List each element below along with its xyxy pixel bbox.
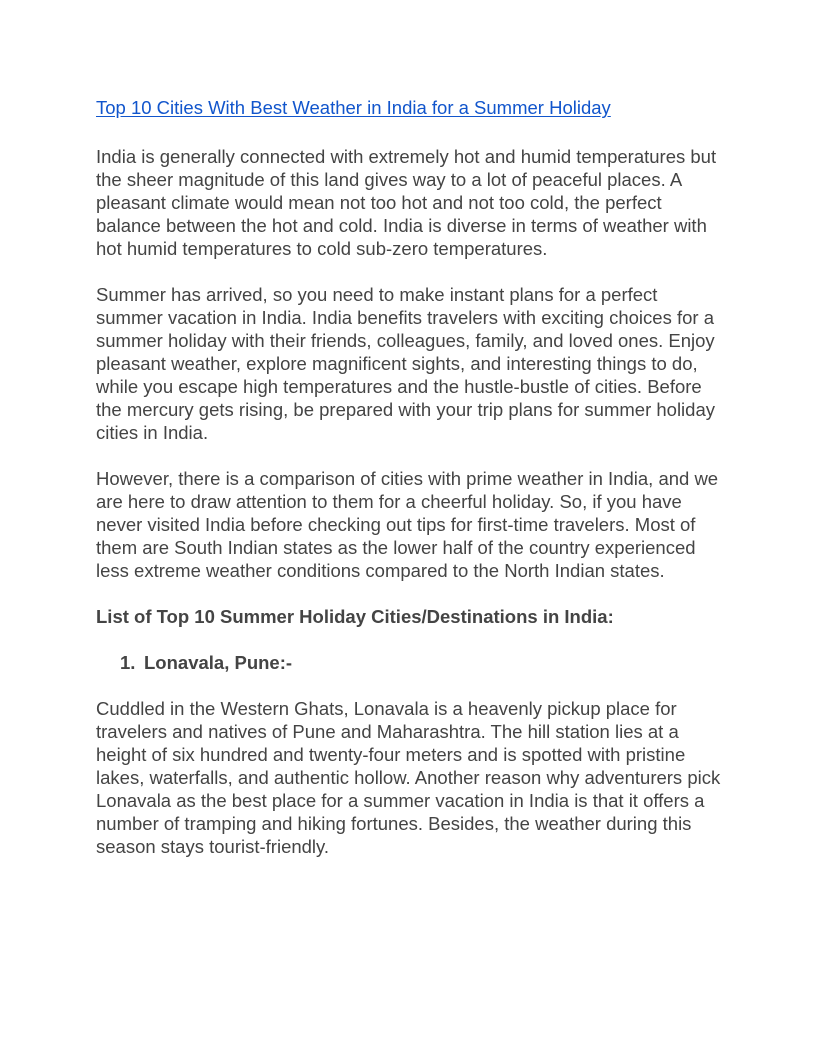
list-item-number: 1. [120,652,136,673]
list-item-label: Lonavala, Pune:- [144,652,293,673]
list-item [96,651,726,674]
article-title-link[interactable]: Top 10 Cities With Best Weather in India for a Summer Holiday [96,97,611,118]
spacer [96,444,726,467]
comparison-paragraph: However, there is a comparison of cities with prime weather in India, and we are here to draw attention to them for a cheerful holiday. So, if you have never visited India before checking out tips for first-time travelers. Most of them are South Indian states as the lower half of the country experienced less extreme weather conditions compared to the North Indian states. [96,468,719,581]
list-heading: List of Top 10 Summer Holiday Cities/Destinations in India: [96,606,614,627]
spacer [96,260,726,283]
document-page [96,96,726,858]
destination-list [96,651,726,674]
summer-paragraph: Summer has arrived, so you need to make instant plans for a perfect summer vacation in India. India benefits travelers with exciting choices for a summer holiday with their friends, colleagues, family, and loved ones. Enjoy pleasant weather, explore magnificent sights, and interesting things to do, while you escape high temperatures and the hustle-bustle of cities. Before the mercury gets rising, be prepared with your trip plans for summer holiday cities in India. [96,284,715,443]
spacer [96,119,726,145]
intro-paragraph: India is generally connected with extremely hot and humid temperatures but the sheer magnitude of this land gives way to a lot of peaceful places. A pleasant climate would mean not too hot and not too cold, the perfect balance between the hot and cold. India is diverse in terms of weather with hot humid temperatures to cold sub-zero temperatures. [96,146,717,259]
spacer [96,674,726,697]
spacer [96,582,726,605]
lonavala-paragraph: Cuddled in the Western Ghats, Lonavala is a heavenly pickup place for travelers and natives of Pune and Maharashtra. The hill station lies at a height of six hundred and twenty-four meters and is spotted with pristine lakes, waterfalls, and authentic hollow. Another reason why adventurers pick Lonavala as the best place for a summer vacation in India is that it offers a number of tramping and hiking fortunes. Besides, the weather during this season stays tourist-friendly. [96,698,721,857]
spacer [96,628,726,651]
